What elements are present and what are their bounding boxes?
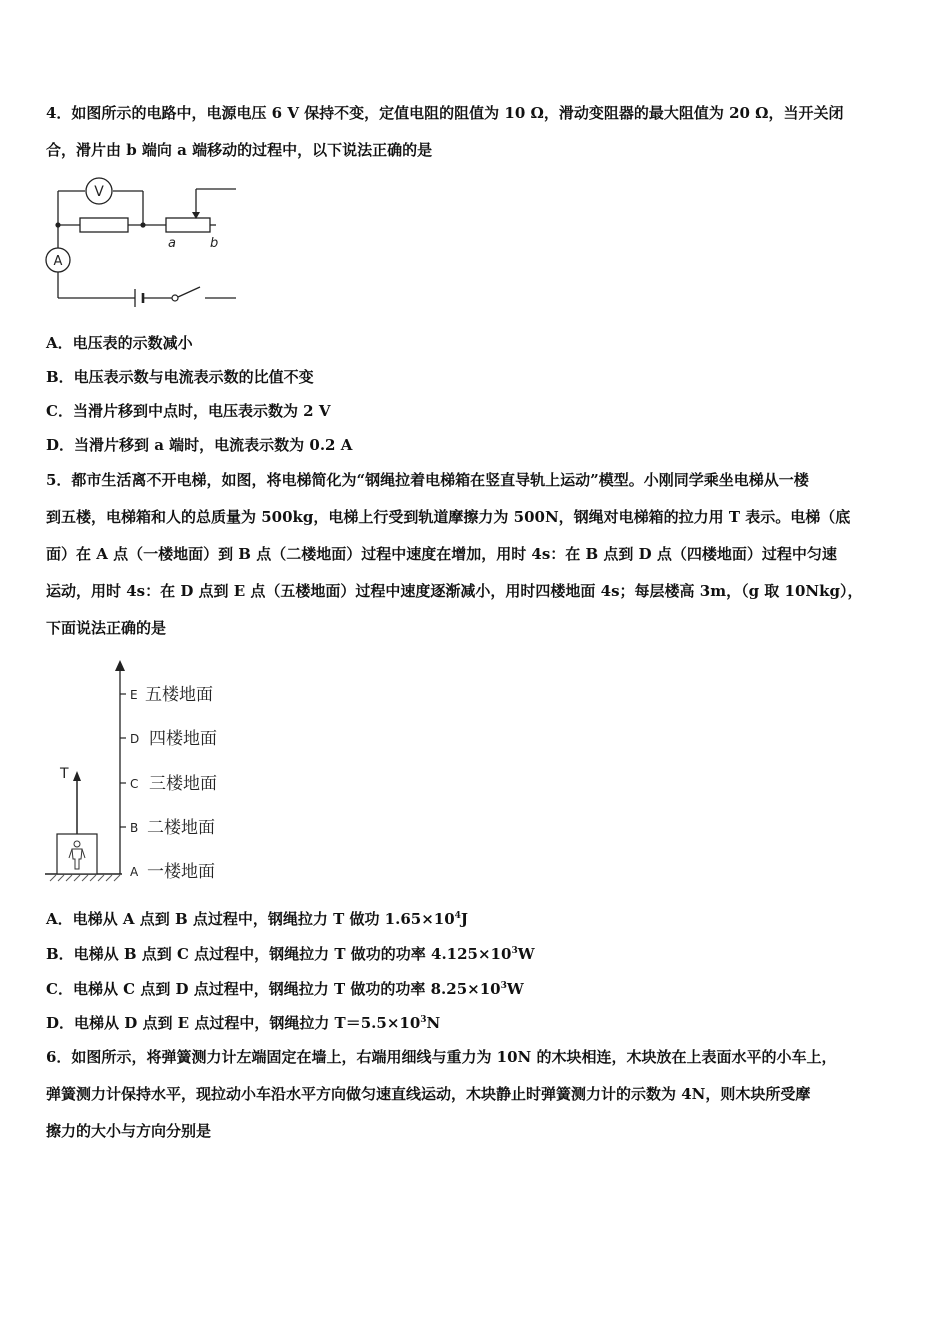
- floor-letter-b: B: [130, 821, 139, 835]
- floor-letter-c: C: [130, 777, 139, 791]
- tension-arrow-icon: [73, 771, 81, 781]
- floor-name-4: 四楼地面: [149, 729, 217, 749]
- q5-option-a: A．电梯从 A 点到 B 点过程中，钢绳拉力 T 做功 $1.65\times 10^4J$: [46, 910, 469, 928]
- q5-stem-line-2: 到五楼，电梯箱和人的总质量为 500kg，电梯上行受到轨道摩擦力为 500N，钢绳对电梯箱的拉力用 T 表示。电梯（底: [46, 508, 851, 526]
- q4-option-b: B．电压表示数与电流表示数的比值不变: [46, 368, 314, 386]
- up-arrow-icon: [115, 660, 125, 671]
- ammeter-label: A: [53, 254, 63, 269]
- q4-stem-line-1: 4．如图所示的电路中，电源电压 6 V 保持不变，定值电阻的阻值为 10 Ω，滑动变阻器的最大阻值为 20 Ω，当开关闭: [46, 104, 844, 122]
- floor-name-1: 一楼地面: [147, 862, 215, 882]
- floor-name-2: 二楼地面: [147, 818, 215, 838]
- q5-stem-line-4: 运动，用时 4s：在 D 点到 E 点（五楼地面）过程中速度逐渐减小，用时四楼地面 4s；每层楼高 3m，（g 取 10Nkg），: [46, 582, 863, 600]
- elevator-car: [57, 834, 97, 874]
- floor-name-3: 三楼地面: [149, 774, 217, 794]
- q4-stem-line-2: 合，滑片由 b 端向 a 端移动的过程中，以下说法正确的是: [46, 141, 433, 159]
- rheostat-end-b: b: [210, 236, 219, 251]
- q4-option-c: C．当滑片移到中点时，电压表示数为 2 V: [46, 402, 331, 420]
- floor-letter-a: A: [130, 865, 139, 879]
- q4-option-a: A．电压表的示数减小: [46, 334, 193, 352]
- q5-elevator-diagram: [40, 655, 240, 887]
- q6-stem-line-2: 弹簧测力计保持水平，现拉动小车沿水平方向做匀速直线运动，木块静止时弹簧测力计的示数为 4N，则木块所受摩: [46, 1085, 811, 1103]
- rheostat-end-a: a: [168, 236, 176, 251]
- q6-stem-line-3: 擦力的大小与方向分别是: [46, 1122, 212, 1140]
- q5-option-b: B．电梯从 B 点到 C 点过程中，钢绳拉力 T 做功的功率 $4.125\times 10^3W$: [46, 945, 535, 963]
- fixed-resistor: [80, 218, 128, 232]
- q5-stem-line-3: 面）在 A 点（一楼地面）到 B 点（二楼地面）过程中速度在增加，用时 4s：在 B 点到 D 点（四楼地面）过程中匀速: [46, 545, 837, 563]
- floor-letter-d: D: [130, 732, 140, 746]
- sliding-rheostat: [166, 218, 210, 232]
- q6-stem-line-1: 6．如图所示，将弹簧测力计左端固定在墙上，右端用细线与重力为 10N 的木块相连，木块放在上表面水平的小车上，: [46, 1048, 837, 1066]
- q4-option-d: D．当滑片移到 a 端时，电流表示数为 0.2 A: [46, 436, 353, 454]
- q5-option-c: C．电梯从 C 点到 D 点过程中，钢绳拉力 T 做功的功率 $8.25\times 10^3W$: [46, 980, 524, 998]
- q5-option-d: D．电梯从 D 点到 E 点过程中，钢绳拉力 $T=5.5\times 10^3N$: [46, 1014, 441, 1032]
- q4-circuit-diagram: [40, 175, 250, 310]
- q5-stem-line-5: 下面说法正确的是: [46, 619, 167, 637]
- floor-letter-e: E: [130, 688, 138, 702]
- floor-name-5: 五楼地面: [145, 685, 213, 705]
- voltmeter-label: V: [94, 184, 104, 200]
- q5-stem-line-1: 5．都市生活离不开电梯，如图，将电梯简化为“钢绳拉着电梯箱在竖直导轨上运动”模型。小刚同学乘坐电梯从一楼: [46, 471, 809, 489]
- tension-label: T: [60, 766, 69, 782]
